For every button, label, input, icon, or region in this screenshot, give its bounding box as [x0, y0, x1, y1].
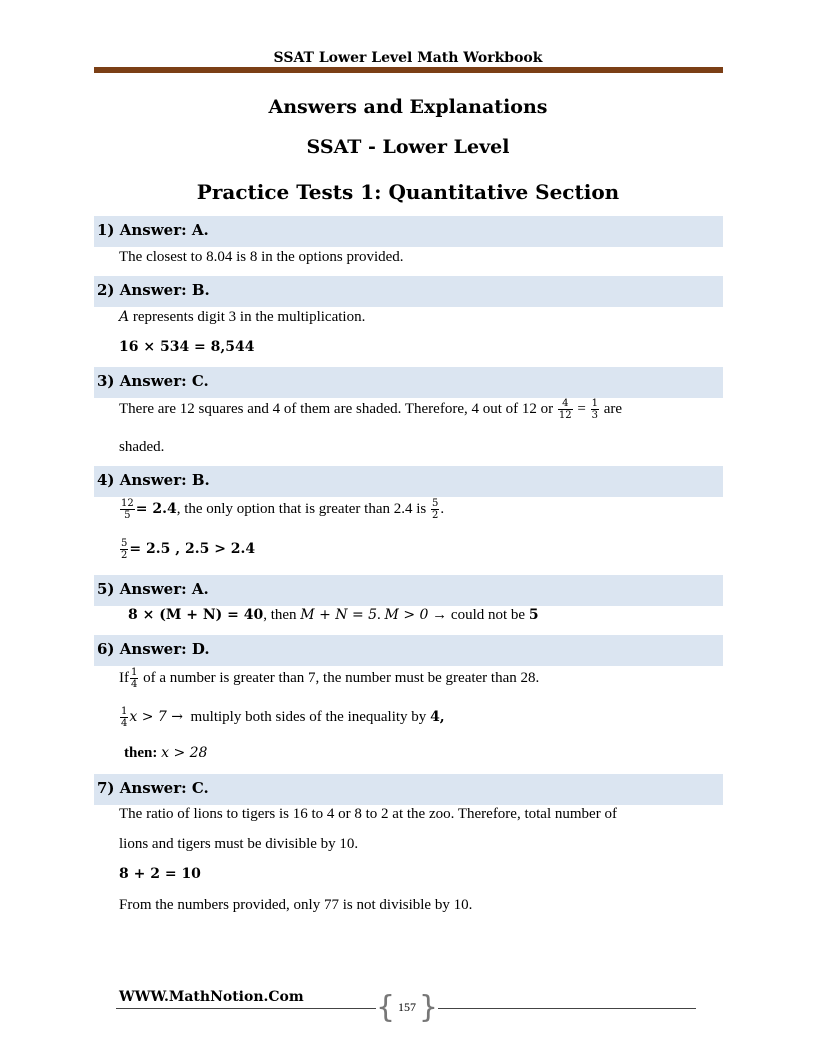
fraction-numerator: 4 — [558, 398, 573, 410]
period: . — [440, 500, 445, 517]
explanation-text: → could not be — [432, 607, 526, 623]
explanation-line — [119, 498, 444, 521]
math-inequality: x > 28 — [161, 745, 208, 761]
answer-band-7 — [94, 774, 723, 805]
right-bracket-icon: } — [418, 990, 438, 1025]
explanation-line — [119, 538, 255, 561]
fraction-denominator: 5 — [124, 510, 131, 521]
answer-band-6 — [94, 635, 723, 666]
running-header-title: SSAT Lower Level Math Workbook — [273, 50, 543, 66]
fraction — [558, 398, 573, 421]
fraction-denominator: 2 — [432, 510, 439, 521]
answer-label: 2) Answer: B. — [97, 281, 210, 299]
explanation-text: multiply both sides of the inequality by — [190, 708, 427, 725]
explanation-line: The ratio of lions to tigers is 16 to 4 or 8 to 2 at the zoo. Therefore, total number of — [119, 806, 617, 822]
explanation-line — [119, 706, 445, 729]
fraction-denominator: 12 — [558, 410, 572, 421]
math-equation: = 2.5 , 2.5 > 2.4 — [129, 540, 256, 557]
math-equation: 8 + 2 = 10 — [119, 866, 201, 882]
answer-band-3 — [94, 367, 723, 398]
footer-website-link[interactable]: WWW.MathNotion.Com — [119, 989, 304, 1005]
fraction-denominator: 2 — [121, 550, 128, 561]
explanation-text: There are 12 squares and 4 of them are shaded. Therefore, 4 out of 12 or — [119, 400, 554, 417]
fraction-denominator: 4 — [131, 679, 138, 690]
fraction — [120, 538, 128, 561]
explanation-text: If — [119, 669, 129, 686]
answer-band-4 — [94, 466, 723, 497]
left-bracket-icon: { — [376, 990, 396, 1025]
fraction — [130, 667, 138, 690]
explanation-line — [119, 667, 539, 690]
explanation-line — [124, 745, 207, 762]
explanation-line — [119, 398, 622, 421]
fraction-numerator: 1 — [121, 706, 128, 717]
math-value: 4, — [430, 708, 445, 725]
math-expression: M > 0 — [384, 607, 429, 623]
page-number-box — [376, 990, 438, 1025]
answer-label: 3) Answer: C. — [97, 372, 209, 390]
fraction-denominator: 4 — [121, 718, 128, 729]
answer-label: 5) Answer: A. — [97, 580, 209, 598]
explanation-text: , the only option that is greater than 2.4 is — [176, 500, 427, 517]
fraction-denominator: 3 — [591, 410, 598, 421]
math-inequality: x > 7 → — [129, 708, 183, 725]
explanation-text: , then — [263, 607, 297, 623]
math-expression: M + N = 5 — [300, 607, 378, 623]
explanation-text: are — [603, 400, 623, 417]
explanation-line: shaded. — [119, 439, 165, 455]
page-title: Answers and Explanations — [268, 96, 548, 118]
answer-label: 6) Answer: D. — [97, 640, 210, 658]
math-value: 5 — [528, 607, 539, 623]
explanation-line: lions and tigers must be divisible by 10. — [119, 836, 359, 852]
then-label: then: — [124, 745, 158, 761]
fraction-numerator: 12 — [121, 498, 134, 509]
math-equation: 8 × (M + N) = 40 — [128, 607, 264, 623]
fraction-numerator: 5 — [121, 538, 128, 549]
explanation-line — [128, 607, 539, 624]
answer-label: 7) Answer: C. — [97, 779, 209, 797]
answer-band-2 — [94, 276, 723, 307]
explanation-line — [119, 309, 365, 326]
page-number: 157 — [398, 1000, 416, 1014]
fraction — [120, 706, 128, 729]
header-divider — [94, 67, 723, 73]
explanation-text: represents digit 3 in the multiplication. — [132, 309, 366, 325]
answer-label: 4) Answer: B. — [97, 471, 210, 489]
fraction-numerator: 1 — [591, 398, 598, 409]
equals-sign: = — [577, 400, 586, 417]
explanation-text: of a number is greater than 7, the number must be greater than 28. — [143, 669, 540, 686]
fraction-numerator: 1 — [131, 667, 138, 678]
answer-band-1 — [94, 216, 723, 247]
answer-label: 1) Answer: A. — [97, 221, 209, 239]
fraction — [431, 498, 439, 521]
math-variable: A — [119, 309, 130, 325]
math-equation: 16 × 534 = 8,544 — [119, 339, 255, 355]
section-title: Practice Tests 1: Quantitative Section — [196, 180, 620, 204]
answer-band-5 — [94, 575, 723, 606]
fraction — [591, 398, 599, 421]
explanation-text: . — [377, 607, 381, 623]
page-subtitle: SSAT - Lower Level — [306, 136, 510, 158]
fraction-numerator: 5 — [432, 498, 439, 509]
math-equation: = 2.4 — [135, 500, 177, 517]
fraction — [120, 498, 135, 521]
explanation-line: The closest to 8.04 is 8 in the options provided. — [119, 249, 404, 265]
explanation-line: From the numbers provided, only 77 is not divisible by 10. — [119, 897, 473, 913]
